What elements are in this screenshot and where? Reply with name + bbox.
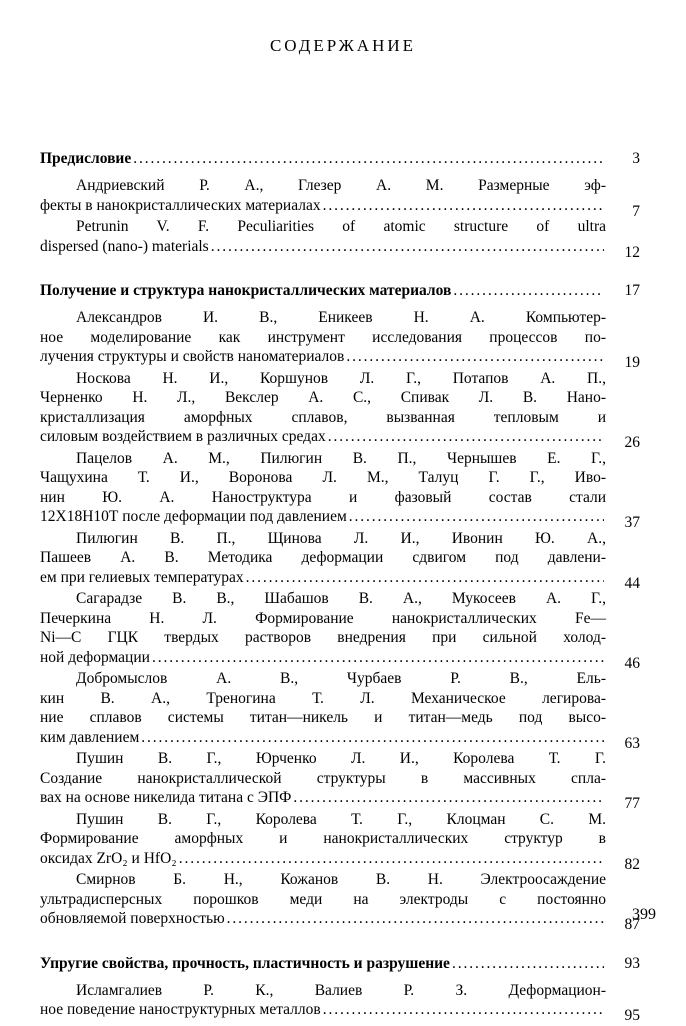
section-heading[interactable] bbox=[40, 148, 640, 170]
leader-dots bbox=[211, 237, 604, 257]
entry-page-number: 19 bbox=[624, 354, 640, 371]
table-of-contents bbox=[40, 148, 640, 1024]
entry-last-text: обновляемой поверхностью bbox=[40, 910, 225, 927]
section-title: Упругие свойства, прочность, пластичность и разрушение bbox=[40, 954, 450, 972]
entry-line: Андриевский Р. А., Глезер А. М. Размерные эф- bbox=[76, 177, 606, 194]
entry-line: ное моделирование как инструмент исследования процессов по- bbox=[40, 328, 606, 346]
entry-last-text: лучения структуры и свойств наноматериалов bbox=[40, 348, 345, 365]
entry-last-text: ем при гелиевых температурах bbox=[40, 568, 244, 586]
entry-line: Petrunin V. F. Peculiarities of atomic structure of ultra bbox=[76, 218, 606, 235]
leader-dots bbox=[323, 196, 604, 216]
entry-page-number: 87 bbox=[624, 916, 640, 933]
entry-page-number: 12 bbox=[624, 243, 640, 261]
leader-dots bbox=[246, 568, 604, 588]
entry-line: ние сплавов системы титан—никель и титан—медь под высо- bbox=[40, 709, 606, 726]
entry-line: Ni—C ГЦК твердых растворов внедрения при сильной холод- bbox=[40, 629, 606, 646]
entry-last-text: силовым воздействием в различных средах bbox=[40, 428, 326, 445]
entry-page-number: 77 bbox=[624, 795, 640, 812]
entry-last-line bbox=[40, 788, 606, 808]
toc-entry[interactable] bbox=[40, 529, 640, 592]
entry-page-number: 46 bbox=[624, 654, 640, 672]
entry-page-number: 44 bbox=[624, 574, 640, 592]
entry-last-line bbox=[40, 237, 606, 257]
entry-last-text: вах на основе никелида титана с ЭПФ bbox=[40, 789, 292, 806]
leader-dots bbox=[152, 648, 604, 668]
toc-entry[interactable] bbox=[40, 217, 640, 261]
toc-entry[interactable] bbox=[40, 870, 640, 933]
entry-page-number: 26 bbox=[624, 434, 640, 451]
entry-last-line bbox=[40, 849, 606, 869]
entry-page-number: 82 bbox=[624, 855, 640, 873]
entry-last-line bbox=[40, 648, 606, 668]
leader-dots bbox=[179, 849, 604, 869]
toc-entry[interactable] bbox=[40, 589, 640, 672]
toc-entry[interactable] bbox=[40, 669, 640, 752]
entry-line: Создание нанокристаллической структуры в массивных спла- bbox=[40, 769, 606, 787]
entry-last-text: ной деформации bbox=[40, 648, 150, 666]
entry-line: Сагарадзе В. В., Шабашов В. А., Мукосеев А. Г., bbox=[76, 590, 606, 607]
entry-line: ультрадисперсных порошков меди на электроды с постоянно bbox=[40, 890, 606, 908]
leader-dots bbox=[349, 507, 604, 527]
entry-last-line bbox=[40, 427, 606, 447]
entry-line: Печеркина Н. Л. Формирование нанокристаллических Fe— bbox=[40, 609, 606, 627]
leader-dots bbox=[133, 148, 604, 170]
entry-gap bbox=[40, 1020, 606, 1022]
entry-last-text: ким давлением bbox=[40, 728, 140, 746]
entry-line: Чащухина Т. И., Воронова Л. М., Талуц Г. Г., Иво- bbox=[40, 469, 606, 486]
entry-line: Носкова Н. И., Коршунов Л. Г., Потапов А. П., bbox=[76, 369, 606, 387]
leader-dots bbox=[227, 909, 604, 929]
leader-dots bbox=[346, 347, 604, 367]
section-title: Получение и структура нанокристаллических материалов bbox=[40, 282, 452, 299]
entry-last-line bbox=[40, 728, 606, 748]
leader-dots bbox=[293, 788, 604, 808]
section-page-number: 3 bbox=[632, 150, 640, 167]
section-page-number: 17 bbox=[624, 282, 640, 299]
entry-last-line bbox=[40, 507, 606, 527]
entry-line: Добромыслов А. В., Чурбаев Р. В., Ель- bbox=[76, 670, 606, 687]
section-gap bbox=[40, 258, 606, 280]
toc-entry[interactable] bbox=[40, 749, 640, 812]
entry-line: Формирование аморфных и нанокристаллических структур в bbox=[40, 830, 606, 847]
entry-page-number: 63 bbox=[624, 734, 640, 752]
leader-dots bbox=[141, 728, 604, 748]
entry-line: Пашеев А. В. Методика деформации сдвигом под давлени- bbox=[40, 549, 606, 566]
entry-last-line bbox=[40, 196, 606, 216]
toc-entry[interactable] bbox=[40, 369, 640, 451]
entry-page-number: 95 bbox=[624, 1007, 640, 1024]
section-gap bbox=[40, 931, 606, 953]
entry-last-text: оксидах ZrO₂ и HfO₂ bbox=[40, 849, 177, 867]
toc-entry[interactable] bbox=[40, 308, 640, 371]
leader-dots bbox=[323, 1000, 604, 1020]
page-number: 399 bbox=[632, 906, 656, 923]
entry-last-text: фекты в нанокристаллических материалах bbox=[40, 196, 321, 214]
toc-entry[interactable] bbox=[40, 176, 640, 220]
toc-entry[interactable] bbox=[40, 981, 640, 1024]
entry-line: Пушин В. Г., Юрченко Л. И., Королева Т. Г. bbox=[76, 750, 606, 767]
entry-line: кин В. А., Треногина Т. Л. Механическое легирова- bbox=[40, 689, 606, 707]
section-title: Предисловие bbox=[40, 150, 132, 167]
entry-last-line bbox=[40, 909, 606, 929]
entry-last-text: 12Х18Н10Т после деформации под давлением bbox=[40, 508, 347, 525]
entry-line: Смирнов Б. Н., Кожанов В. Н. Электроосаждение bbox=[76, 871, 606, 888]
entry-line: Черненко Н. Л., Векслер А. С., Спивак Л. В. Нано- bbox=[40, 389, 606, 406]
leader-dots bbox=[328, 427, 604, 447]
entry-line: Александров И. В., Еникеев Н. А. Компьютер- bbox=[76, 309, 606, 326]
entry-line: Исламгалиев Р. К., Валиев Р. З. Деформацион- bbox=[76, 981, 606, 999]
toc-entry[interactable] bbox=[40, 449, 640, 531]
section-heading[interactable] bbox=[40, 280, 640, 302]
entry-last-line bbox=[40, 347, 606, 367]
section-heading[interactable] bbox=[40, 953, 640, 975]
section-page-number: 93 bbox=[624, 954, 640, 972]
entry-line: Пушин В. Г., Королева Т. Г., Клоцман С. М. bbox=[76, 810, 606, 828]
page-title: СОДЕРЖАНИЕ bbox=[269, 36, 417, 55]
leader-dots bbox=[452, 953, 604, 975]
entry-line: кристаллизация аморфных сплавов, вызванная тепловым и bbox=[40, 408, 606, 426]
entry-last-text: dispersed (nano-) materials bbox=[40, 237, 209, 255]
leader-dots bbox=[453, 280, 604, 302]
entry-last-text: ное поведение наноструктурных металлов bbox=[40, 1001, 321, 1018]
entry-page-number: 7 bbox=[632, 202, 640, 220]
entry-page-number: 37 bbox=[624, 514, 640, 531]
entry-last-line bbox=[40, 568, 606, 588]
entry-line: нин Ю. А. Наноструктура и фазовый состав стали bbox=[40, 488, 606, 506]
entry-line: Пилюгин В. П., Щинова Л. И., Ивонин Ю. А., bbox=[76, 529, 606, 547]
toc-entry[interactable] bbox=[40, 810, 640, 873]
entry-last-line bbox=[40, 1000, 606, 1020]
entry-line: Пацелов А. М., Пилюгин В. П., Чернышев Е. Г., bbox=[76, 449, 606, 467]
